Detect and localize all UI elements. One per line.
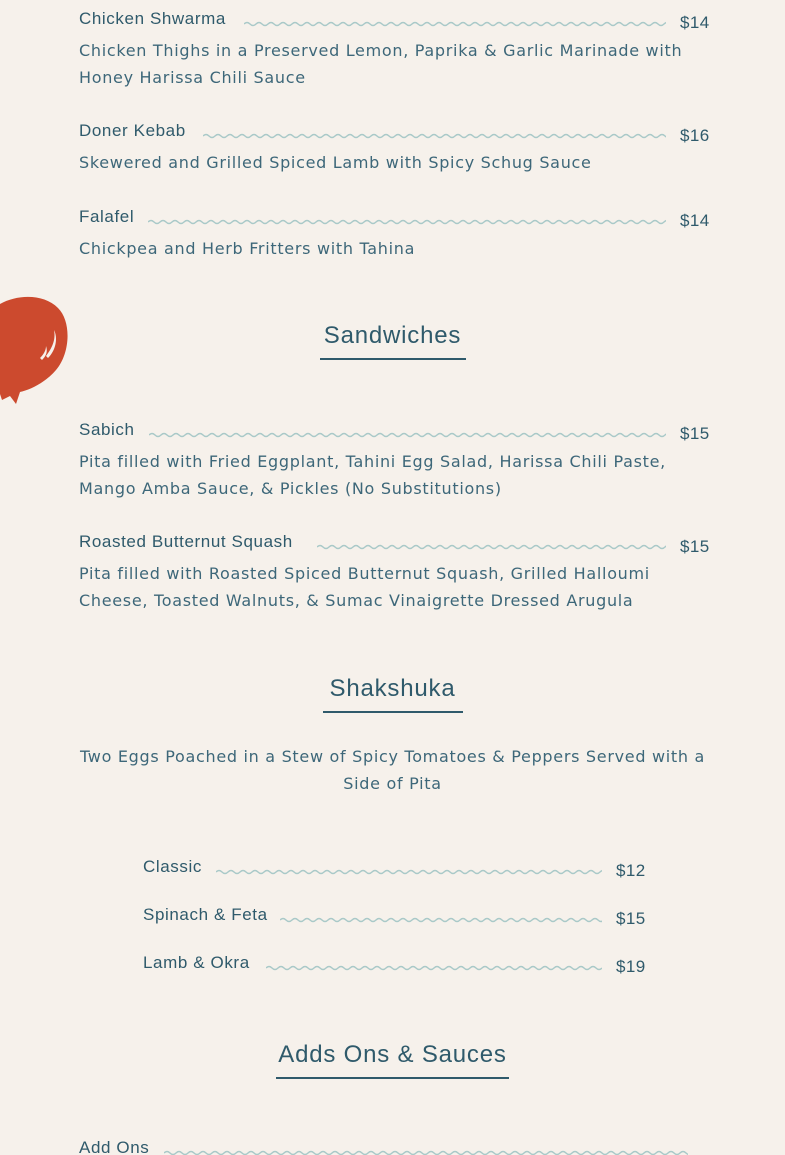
leader-wave [266,962,602,974]
menu-item-price: $19 [616,957,646,976]
section-underline [276,1077,509,1079]
menu-item-name: Add Ons [79,1138,150,1155]
menu-item-name: Doner Kebab [79,121,186,140]
menu-item-name: Spinach & Feta [143,905,268,924]
menu-item-name: Lamb & Okra [143,953,250,972]
menu-item-price: $15 [616,909,646,928]
menu-item-description: Skewered and Grilled Spiced Lamb with Spicy Schug Sauce [79,153,592,172]
leader-wave [244,18,666,30]
leader-wave [164,1147,688,1155]
section-title: Adds Ons & Sauces [278,1041,507,1068]
pomegranate-icon [0,296,70,408]
leader-wave [148,216,666,228]
leader-wave [317,541,666,553]
leader-wave [280,914,602,926]
menu-item-price: $16 [680,126,710,145]
section-description: Two Eggs Poached in a Stew of Spicy Tomatoes & Peppers Served with a Side of Pita [79,747,706,793]
menu-item-price: $15 [680,424,710,443]
menu-item-description: Chickpea and Herb Fritters with Tahina [79,239,416,258]
leader-wave [149,429,666,441]
section-underline [323,711,463,713]
menu-item-name: Roasted Butternut Squash [79,532,293,551]
leader-wave [203,130,666,142]
menu-item-price: $14 [680,13,710,32]
menu-item-name: Chicken Shwarma [79,9,226,28]
menu-item-price: $12 [616,861,646,880]
section-title: Shakshuka [329,675,456,702]
menu-item-description: Chicken Thighs in a Preserved Lemon, Paprika & Garlic Marinade with Honey Harissa Chili Sauce [79,41,683,87]
section-title: Sandwiches [323,322,462,349]
section-underline [320,358,466,360]
menu-item-price: $14 [680,211,710,230]
menu-item-name: Falafel [79,207,135,226]
menu-item-description: Pita filled with Fried Eggplant, Tahini Egg Salad, Harissa Chili Paste, Mango Amba Sauce, & Pickles (No Substitutions) [79,452,666,498]
menu-item-description: Pita filled with Roasted Spiced Butternut Squash, Grilled Halloumi Cheese, Toasted Walnuts, & Sumac Vinaigrette Dressed Arugula [79,564,650,610]
menu-item-price: $15 [680,537,710,556]
menu-item-name: Classic [143,857,202,876]
menu-item-name: Sabich [79,420,135,439]
leader-wave [216,866,602,878]
